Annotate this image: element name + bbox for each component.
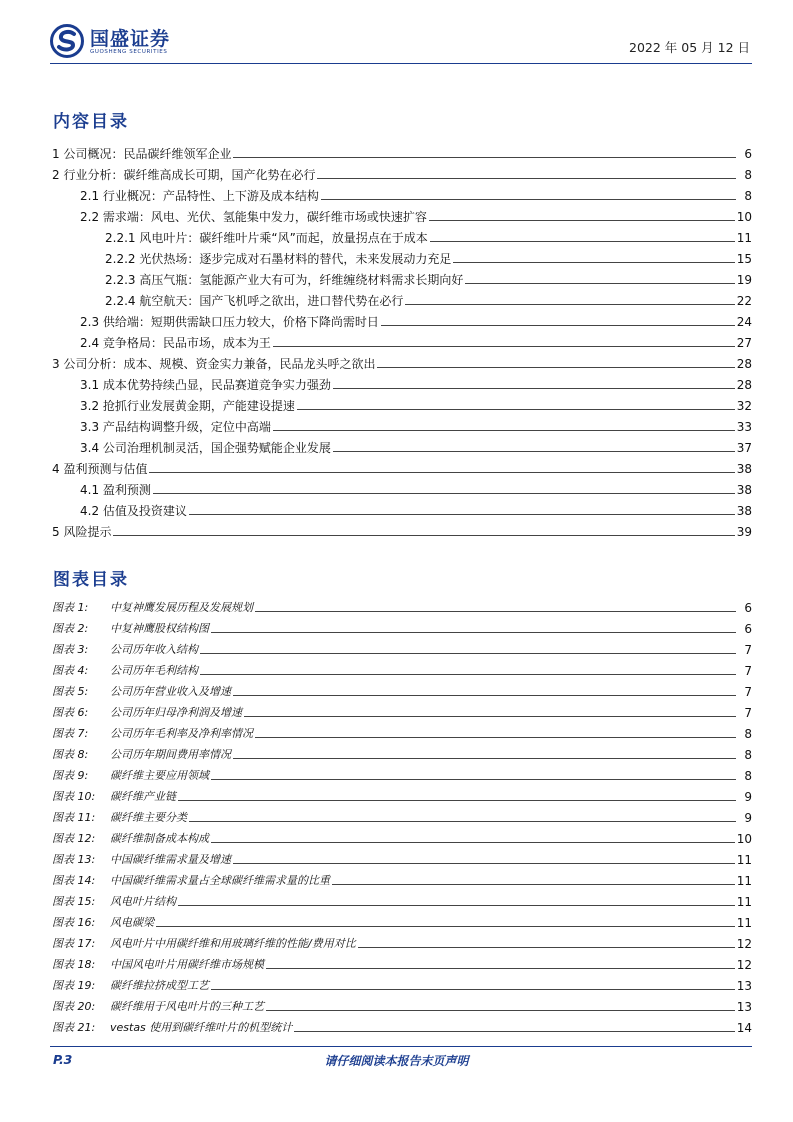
toc-entry-label: 2.2.3 高压气瓶：氢能源产业大有可为，纤维缠绕材料需求长期向好: [105, 273, 464, 287]
figure-entry-page: 10: [736, 832, 752, 846]
figure-entry-page: 7: [744, 706, 752, 720]
toc-entry[interactable]: [52, 287, 752, 308]
toc-entry[interactable]: [52, 434, 752, 455]
figure-entry[interactable]: [52, 699, 752, 720]
figure-entry-title: 风电叶片结构: [110, 895, 176, 908]
figure-entry[interactable]: [52, 1014, 752, 1035]
toc-entry-page: 19: [736, 273, 752, 287]
figure-entry-number: 图表 3:: [52, 643, 89, 656]
figure-entry-number: 图表 11:: [52, 811, 96, 824]
toc-entry[interactable]: [52, 161, 752, 182]
dotted-leader: [255, 737, 736, 738]
dotted-leader: [266, 1010, 735, 1011]
figure-entry-number: 图表 15:: [52, 895, 96, 908]
dotted-leader: [189, 514, 735, 515]
toc-entry-label: 4.2 估值及投资建议: [80, 504, 187, 518]
toc-entry[interactable]: [52, 203, 752, 224]
dotted-leader: [153, 493, 735, 494]
figure-entry-number: 图表 1:: [52, 601, 89, 614]
toc-entry-label: 3.4 公司治理机制灵活，国企强势赋能企业发展: [80, 441, 331, 455]
dotted-leader: [266, 968, 735, 969]
dotted-leader: [211, 842, 735, 843]
figure-entry-title: 公司历年归母净利润及增速: [110, 706, 242, 719]
figure-entry[interactable]: [52, 804, 752, 825]
figure-entry-title: 公司历年毛利率及净利率情况: [110, 727, 253, 740]
figure-entry-page: 13: [736, 979, 752, 993]
dotted-leader: [211, 632, 736, 633]
toc-entry-page: 6: [744, 147, 752, 161]
toc-entry-page: 24: [736, 315, 752, 329]
dotted-leader: [200, 674, 736, 675]
figure-entry-number: 图表 16:: [52, 916, 96, 929]
header-divider: [50, 63, 752, 64]
figure-entry-title: 公司历年营业收入及增速: [110, 685, 231, 698]
figure-entry[interactable]: [52, 825, 752, 846]
toc-entry[interactable]: [52, 329, 752, 350]
figure-entry[interactable]: [52, 888, 752, 909]
dotted-leader: [317, 178, 736, 179]
dotted-leader: [211, 989, 735, 990]
figure-entry[interactable]: [52, 678, 752, 699]
toc-entry[interactable]: [52, 518, 752, 539]
dotted-leader: [429, 220, 735, 221]
figure-entry-number: 图表 7:: [52, 727, 89, 740]
toc-entry-label: 2 行业分析：碳纤维高成长可期，国产化势在必行: [52, 168, 316, 182]
toc-entry-page: 27: [736, 336, 752, 350]
figure-entry-number: 图表 9:: [52, 769, 89, 782]
figure-entry-title: 公司历年期间费用率情况: [110, 748, 231, 761]
figure-entry[interactable]: [52, 636, 752, 657]
figure-entry-title: 中国碳纤维需求量及增速: [110, 853, 231, 866]
figure-entry-page: 11: [736, 874, 752, 888]
figure-entry-title: 中国风电叶片用碳纤维市场规模: [110, 958, 264, 971]
dotted-leader: [200, 653, 736, 654]
toc-entry-page: 38: [736, 462, 752, 476]
dotted-leader: [297, 409, 735, 410]
figure-entry[interactable]: [52, 783, 752, 804]
toc-entry[interactable]: [52, 497, 752, 518]
toc-list: [52, 140, 752, 539]
figure-entry-number: 图表 19:: [52, 979, 96, 992]
toc-entry-page: 39: [736, 525, 752, 539]
toc-entry[interactable]: [52, 308, 752, 329]
toc-entry-label: 2.2.4 航空航天：国产飞机呼之欲出，进口替代势在必行: [105, 294, 404, 308]
dotted-leader: [273, 346, 735, 347]
dotted-leader: [178, 800, 736, 801]
toc-entry-label: 5 风险提示: [52, 525, 112, 539]
toc-entry-page: 8: [744, 168, 752, 182]
dotted-leader: [149, 472, 734, 473]
figure-entry[interactable]: [52, 741, 752, 762]
figure-entry-title: 公司历年收入结构: [110, 643, 198, 656]
toc-entry-page: 28: [736, 378, 752, 392]
figure-entry[interactable]: [52, 972, 752, 993]
figure-entry-page: 8: [744, 727, 752, 741]
toc-entry-page: 11: [736, 231, 752, 245]
figure-entry-title: 碳纤维拉挤成型工艺: [110, 979, 209, 992]
toc-entry-label: 2.4 竞争格局：民品市场，成本为王: [80, 336, 271, 350]
figure-entry-title: vestas 使用到碳纤维叶片的机型统计: [110, 1021, 293, 1034]
figure-entry-page: 7: [744, 643, 752, 657]
dotted-leader: [405, 304, 734, 305]
dotted-leader: [233, 157, 736, 158]
dotted-leader: [233, 695, 736, 696]
dotted-leader: [273, 430, 735, 431]
toc-entry-label: 4.1 盈利预测: [80, 483, 151, 497]
page-number: P.3: [53, 1052, 73, 1067]
figure-entry-title: 中复神鹰发展历程及发展规划: [110, 601, 253, 614]
figure-entry-page: 9: [744, 811, 752, 825]
dotted-leader: [113, 535, 734, 536]
toc-entry[interactable]: [52, 245, 752, 266]
toc-entry-label: 4 盈利预测与估值: [52, 462, 148, 476]
toc-entry[interactable]: [52, 455, 752, 476]
figure-entry[interactable]: [52, 951, 752, 972]
report-date: 2022 年 05 月 12 日: [629, 40, 750, 55]
toc-entry-page: 8: [744, 189, 752, 203]
figure-entry-number: 图表 5:: [52, 685, 89, 698]
figure-entry[interactable]: [52, 762, 752, 783]
dotted-leader: [381, 325, 735, 326]
toc-entry-label: 3.3 产品结构调整升级，定位中高端: [80, 420, 271, 434]
dotted-leader: [465, 283, 734, 284]
figure-entry-title: 中复神鹰股权结构图: [110, 622, 209, 635]
toc-entry-label: 2.1 行业概况：产品特性、上下游及成本结构: [80, 189, 319, 203]
toc-entry[interactable]: [52, 140, 752, 161]
dotted-leader: [430, 241, 735, 242]
dotted-leader: [333, 388, 735, 389]
figure-entry-number: 图表 18:: [52, 958, 96, 971]
figure-entry-page: 12: [736, 958, 752, 972]
toc-entry-label: 3.2 抢抓行业发展黄金期，产能建设提速: [80, 399, 295, 413]
toc-entry-page: 15: [736, 252, 752, 266]
dotted-leader: [244, 716, 736, 717]
toc-entry-label: 2.2.1 风电叶片：碳纤维叶片乘“风”而起，放量拐点在于成本: [105, 231, 428, 245]
figure-entry-page: 14: [736, 1021, 752, 1035]
figure-entry-title: 碳纤维产业链: [110, 790, 176, 803]
figure-entry-title: 碳纤维主要分类: [110, 811, 187, 824]
figure-entry-number: 图表 17:: [52, 937, 96, 950]
figure-entry-page: 6: [744, 601, 752, 615]
figure-entry-page: 8: [744, 769, 752, 783]
dotted-leader: [233, 758, 736, 759]
figures-title: 图表目录: [53, 570, 129, 590]
toc-entry-page: 22: [736, 294, 752, 308]
dotted-leader: [332, 884, 735, 885]
figure-entry-title: 公司历年毛利结构: [110, 664, 198, 677]
figures-list: [52, 594, 752, 1035]
disclaimer-note: 请仔细阅读本报告末页声明: [324, 1054, 469, 1068]
figure-entry-number: 图表 20:: [52, 1000, 96, 1013]
figure-entry-number: 图表 2:: [52, 622, 89, 635]
company-logo: [50, 22, 220, 62]
figure-entry-page: 11: [736, 895, 752, 909]
logo-mark-icon: [50, 24, 84, 58]
figure-entry-title: 碳纤维制备成本构成: [110, 832, 209, 845]
figure-entry-number: 图表 10:: [52, 790, 96, 803]
figure-entry[interactable]: [52, 930, 752, 951]
figure-entry-page: 9: [744, 790, 752, 804]
figure-entry-number: 图表 4:: [52, 664, 89, 677]
toc-entry-page: 32: [736, 399, 752, 413]
figure-entry-title: 风电叶片中用碳纤维和用玻璃纤维的性能/费用对比: [110, 937, 356, 950]
toc-entry[interactable]: [52, 224, 752, 245]
figure-entry-page: 8: [744, 748, 752, 762]
figure-entry-number: 图表 21:: [52, 1021, 96, 1034]
toc-entry[interactable]: [52, 350, 752, 371]
dotted-leader: [189, 821, 736, 822]
figure-entry-page: 6: [744, 622, 752, 636]
dotted-leader: [321, 199, 736, 200]
figure-entry[interactable]: [52, 867, 752, 888]
figure-entry-page: 11: [736, 916, 752, 930]
toc-entry-page: 38: [736, 504, 752, 518]
figure-entry-page: 7: [744, 685, 752, 699]
toc-entry-label: 2.3 供给端：短期供需缺口压力较大，价格下降尚需时日: [80, 315, 379, 329]
figure-entry[interactable]: [52, 657, 752, 678]
toc-entry[interactable]: [52, 476, 752, 497]
figure-entry[interactable]: [52, 993, 752, 1014]
toc-entry-label: 3.1 成本优势持续凸显，民品赛道竞争实力强劲: [80, 378, 331, 392]
figure-entry-number: 图表 8:: [52, 748, 89, 761]
figure-entry-number: 图表 6:: [52, 706, 89, 719]
toc-entry-label: 2.2 需求端：风电、光伏、氢能集中发力，碳纤维市场或快速扩容: [80, 210, 427, 224]
figure-entry[interactable]: [52, 615, 752, 636]
dotted-leader: [333, 451, 735, 452]
toc-entry-page: 33: [736, 420, 752, 434]
dotted-leader: [156, 926, 735, 927]
toc-entry-page: 37: [736, 441, 752, 455]
dotted-leader: [453, 262, 734, 263]
dotted-leader: [211, 779, 736, 780]
toc-entry-page: 38: [736, 483, 752, 497]
footer-divider: [50, 1046, 752, 1047]
toc-entry[interactable]: [52, 392, 752, 413]
figure-entry[interactable]: [52, 720, 752, 741]
figure-entry-page: 7: [744, 664, 752, 678]
figure-entry-page: 13: [736, 1000, 752, 1014]
figure-entry[interactable]: [52, 846, 752, 867]
toc-entry[interactable]: [52, 266, 752, 287]
page-header: [50, 22, 750, 62]
toc-entry[interactable]: [52, 371, 752, 392]
figure-entry-title: 碳纤维主要应用领域: [110, 769, 209, 782]
toc-entry-page: 10: [736, 210, 752, 224]
figure-entry-title: 中国碳纤维需求量占全球碳纤维需求量的比重: [110, 874, 330, 887]
figure-entry-number: 图表 13:: [52, 853, 96, 866]
toc-entry-label: 2.2.2 光伏热场：逐步完成对石墨材料的替代，未来发展动力充足: [105, 252, 452, 266]
dotted-leader: [294, 1031, 734, 1032]
figure-entry[interactable]: [52, 909, 752, 930]
dotted-leader: [377, 367, 734, 368]
figure-entry-number: 图表 12:: [52, 832, 96, 845]
dotted-leader: [178, 905, 735, 906]
toc-entry-label: 3 公司分析：成本、规模、资金实力兼备，民品龙头呼之欲出: [52, 357, 376, 371]
toc-title: 内容目录: [53, 112, 129, 132]
figure-entry-title: 风电碳梁: [110, 916, 154, 929]
figure-entry-page: 12: [736, 937, 752, 951]
figure-entry-title: 碳纤维用于风电叶片的三种工艺: [110, 1000, 264, 1013]
figure-entry-page: 11: [736, 853, 752, 867]
dotted-leader: [233, 863, 735, 864]
logo-chinese-name: 国盛证券: [90, 28, 171, 50]
toc-entry-page: 28: [736, 357, 752, 371]
toc-entry-label: 1 公司概况：民品碳纤维领军企业: [52, 147, 232, 161]
dotted-leader: [255, 611, 736, 612]
logo-english-name: GUOSHENG SECURITIES: [90, 49, 168, 55]
figure-entry-number: 图表 14:: [52, 874, 96, 887]
toc-entry[interactable]: [52, 182, 752, 203]
figure-entry[interactable]: [52, 594, 752, 615]
toc-entry[interactable]: [52, 413, 752, 434]
dotted-leader: [358, 947, 735, 948]
